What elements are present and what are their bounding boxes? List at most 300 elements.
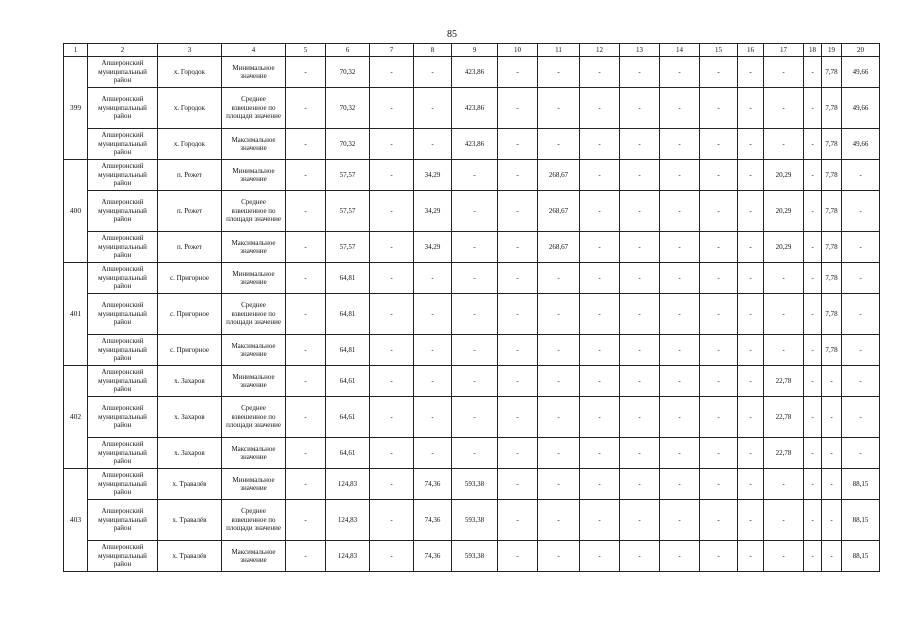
table-cell: - [804, 57, 822, 88]
table-cell: - [498, 541, 538, 572]
table-cell: - [700, 335, 738, 366]
table-cell: - [660, 232, 700, 263]
table-cell: - [286, 397, 326, 438]
table-cell: Среднее взвешенное по площади значение [222, 500, 286, 541]
table-cell: 22,78 [764, 397, 804, 438]
table-cell: Максимальное значение [222, 129, 286, 160]
table-cell: 70,32 [326, 88, 370, 129]
table-cell: - [700, 541, 738, 572]
table-cell: 22,78 [764, 366, 804, 397]
table-cell: - [414, 366, 452, 397]
table-cell: - [498, 500, 538, 541]
table-cell: 49,66 [842, 88, 880, 129]
table-row [64, 232, 880, 263]
column-header: 14 [660, 44, 700, 57]
table-cell: - [620, 469, 660, 500]
table-cell: - [370, 57, 414, 88]
table-cell: - [764, 469, 804, 500]
column-header: 3 [158, 44, 222, 57]
table-cell: Максимальное значение [222, 541, 286, 572]
table-cell: 57,57 [326, 160, 370, 191]
table-cell: - [620, 129, 660, 160]
column-header: 9 [452, 44, 498, 57]
table-cell: - [580, 541, 620, 572]
table-cell: - [414, 294, 452, 335]
header-row [64, 44, 880, 57]
table-cell: 124,83 [326, 469, 370, 500]
table-cell: - [538, 57, 580, 88]
table-cell: - [498, 438, 538, 469]
table-row [64, 335, 880, 366]
table-cell: 124,83 [326, 541, 370, 572]
table-cell: п. Режет [158, 232, 222, 263]
table-cell: - [452, 232, 498, 263]
table-cell: - [580, 335, 620, 366]
table-cell: - [764, 500, 804, 541]
table-cell: Минимальное значение [222, 366, 286, 397]
table-cell: - [580, 469, 620, 500]
table-cell: 423,86 [452, 88, 498, 129]
table-cell: - [414, 397, 452, 438]
table-cell: - [286, 57, 326, 88]
table-cell: - [804, 541, 822, 572]
table-cell: - [822, 366, 842, 397]
table-cell: - [498, 191, 538, 232]
table-cell: - [620, 57, 660, 88]
table-cell: - [498, 232, 538, 263]
column-header: 20 [842, 44, 880, 57]
table-cell: Апшеронский муниципальный район [88, 129, 158, 160]
table-cell: п. Режет [158, 191, 222, 232]
table-row [64, 469, 880, 500]
table-cell: п. Режет [158, 160, 222, 191]
table-cell: - [580, 57, 620, 88]
table-cell: 64,61 [326, 366, 370, 397]
table-body [64, 57, 880, 572]
column-header: 12 [580, 44, 620, 57]
table-cell: 593,38 [452, 500, 498, 541]
table-cell: 20,29 [764, 232, 804, 263]
table-cell: Апшеронский муниципальный район [88, 88, 158, 129]
table-cell: - [700, 191, 738, 232]
table-cell: - [660, 263, 700, 294]
table-cell: - [804, 500, 822, 541]
table-cell: 57,57 [326, 232, 370, 263]
table-cell: Среднее взвешенное по площади значение [222, 397, 286, 438]
table-cell: с. Пригорное [158, 294, 222, 335]
table-row [64, 541, 880, 572]
page-number: 85 [447, 29, 457, 40]
table-cell: - [660, 500, 700, 541]
table-cell: - [620, 88, 660, 129]
data-table [63, 43, 880, 572]
table-cell: 34,29 [414, 232, 452, 263]
table-cell: 64,61 [326, 438, 370, 469]
column-header: 13 [620, 44, 660, 57]
table-cell: - [370, 500, 414, 541]
table-cell: - [700, 500, 738, 541]
row-number-cell: 403 [64, 469, 88, 572]
table-cell: - [286, 160, 326, 191]
table-cell: - [700, 294, 738, 335]
table-cell: 88,15 [842, 469, 880, 500]
table-cell: 7,78 [822, 160, 842, 191]
column-header: 6 [326, 44, 370, 57]
table-cell: 74,36 [414, 469, 452, 500]
table-cell: - [498, 469, 538, 500]
table-cell: 7,78 [822, 88, 842, 129]
column-header: 7 [370, 44, 414, 57]
table-cell: - [822, 469, 842, 500]
table-cell: - [538, 469, 580, 500]
table-cell: х. Травалёв [158, 541, 222, 572]
table-cell: 7,78 [822, 263, 842, 294]
table-cell: - [620, 397, 660, 438]
table-cell: - [738, 57, 764, 88]
table-cell: - [498, 335, 538, 366]
table-cell: 64,81 [326, 263, 370, 294]
table-row [64, 88, 880, 129]
table-cell: - [700, 469, 738, 500]
column-header: 15 [700, 44, 738, 57]
table-cell: Апшеронский муниципальный район [88, 263, 158, 294]
table-cell: х. Травалёв [158, 469, 222, 500]
table-cell: - [452, 438, 498, 469]
table-cell: 57,57 [326, 191, 370, 232]
table-cell: - [738, 500, 764, 541]
table-cell: - [738, 232, 764, 263]
table-cell: - [580, 88, 620, 129]
table-cell: Апшеронский муниципальный район [88, 191, 158, 232]
table-cell: 593,38 [452, 541, 498, 572]
table-cell: 7,78 [822, 191, 842, 232]
table-cell: - [498, 160, 538, 191]
table-cell: Апшеронский муниципальный район [88, 57, 158, 88]
table-cell: - [660, 541, 700, 572]
table-cell: - [842, 366, 880, 397]
table-cell: - [764, 263, 804, 294]
table-cell: - [498, 129, 538, 160]
table-cell: - [842, 397, 880, 438]
table-cell: - [580, 160, 620, 191]
table-cell: - [620, 232, 660, 263]
table-cell: - [620, 160, 660, 191]
column-header: 18 [804, 44, 822, 57]
table-cell: Апшеронский муниципальный район [88, 469, 158, 500]
table-cell: - [580, 500, 620, 541]
table-cell: - [738, 366, 764, 397]
table-cell: х. Городок [158, 129, 222, 160]
table-cell: - [700, 263, 738, 294]
table-cell: - [842, 191, 880, 232]
table-cell: - [804, 191, 822, 232]
table-cell: - [580, 294, 620, 335]
column-header: 16 [738, 44, 764, 57]
table-cell: - [822, 397, 842, 438]
table-cell: Минимальное значение [222, 57, 286, 88]
table-cell: - [414, 129, 452, 160]
table-cell: - [804, 160, 822, 191]
table-cell: - [498, 88, 538, 129]
row-number-cell: 399 [64, 57, 88, 160]
table-cell: - [804, 294, 822, 335]
table-cell: - [804, 335, 822, 366]
table-cell: - [580, 129, 620, 160]
table-cell: - [660, 469, 700, 500]
table-row [64, 438, 880, 469]
table-cell: 20,29 [764, 191, 804, 232]
table-cell: - [620, 366, 660, 397]
table-cell: Апшеронский муниципальный район [88, 160, 158, 191]
table-cell: - [370, 88, 414, 129]
table-cell: 268,67 [538, 232, 580, 263]
table-cell: - [700, 438, 738, 469]
table-cell: - [414, 438, 452, 469]
table-cell: Минимальное значение [222, 160, 286, 191]
table-cell: - [538, 397, 580, 438]
table-cell: - [286, 438, 326, 469]
table-row [64, 263, 880, 294]
table-cell: Максимальное значение [222, 335, 286, 366]
table-cell: с. Пригорное [158, 335, 222, 366]
table-cell: - [286, 541, 326, 572]
table-cell: - [660, 129, 700, 160]
table-cell: - [286, 335, 326, 366]
table-cell: - [700, 232, 738, 263]
table-cell: 64,61 [326, 397, 370, 438]
table-cell: - [286, 232, 326, 263]
table-cell: - [738, 335, 764, 366]
table-cell: 74,36 [414, 541, 452, 572]
row-number-cell: 401 [64, 263, 88, 366]
table-cell: - [580, 397, 620, 438]
table-cell: 49,66 [842, 57, 880, 88]
table-cell: - [738, 541, 764, 572]
table-cell: - [822, 541, 842, 572]
table-cell: - [822, 500, 842, 541]
table-cell: - [452, 160, 498, 191]
table-cell: - [700, 397, 738, 438]
table-cell: - [370, 129, 414, 160]
table-cell: - [804, 397, 822, 438]
table-cell: - [620, 191, 660, 232]
table-cell: - [370, 335, 414, 366]
table-cell: 34,29 [414, 191, 452, 232]
table-cell: - [414, 263, 452, 294]
table-cell: 74,36 [414, 500, 452, 541]
table-cell: - [538, 366, 580, 397]
table-cell: - [738, 263, 764, 294]
table-cell: - [738, 88, 764, 129]
table-cell: - [414, 335, 452, 366]
table-cell: - [620, 335, 660, 366]
column-header: 17 [764, 44, 804, 57]
table-cell: - [804, 469, 822, 500]
table-cell: - [286, 263, 326, 294]
table-cell: - [700, 57, 738, 88]
table-cell: - [620, 263, 660, 294]
table-cell: - [738, 469, 764, 500]
table-cell: - [538, 129, 580, 160]
table-cell: - [660, 88, 700, 129]
table-cell: - [370, 160, 414, 191]
table-cell: Апшеронский муниципальный район [88, 541, 158, 572]
column-header: 11 [538, 44, 580, 57]
table-cell: - [452, 191, 498, 232]
table-cell: 124,83 [326, 500, 370, 541]
table-cell: х. Захаров [158, 366, 222, 397]
table-cell: - [804, 88, 822, 129]
table-cell: - [286, 500, 326, 541]
table-cell: - [452, 366, 498, 397]
table-cell: Среднее взвешенное по площади значение [222, 294, 286, 335]
table-cell: - [538, 500, 580, 541]
table-cell: Апшеронский муниципальный район [88, 294, 158, 335]
table-cell: х. Захаров [158, 438, 222, 469]
table-cell: - [700, 129, 738, 160]
table-cell: - [286, 191, 326, 232]
table-cell: - [822, 438, 842, 469]
table-cell: - [660, 366, 700, 397]
table-cell: - [660, 294, 700, 335]
table-cell: - [700, 88, 738, 129]
table-cell: - [804, 263, 822, 294]
table-cell: - [414, 88, 452, 129]
table-cell: 593,38 [452, 469, 498, 500]
table-cell: - [700, 366, 738, 397]
table-cell: - [286, 88, 326, 129]
table-cell: Апшеронский муниципальный район [88, 397, 158, 438]
table-cell: Апшеронский муниципальный район [88, 335, 158, 366]
table-cell: - [842, 335, 880, 366]
table-cell: - [538, 335, 580, 366]
table-cell: 34,29 [414, 160, 452, 191]
table-cell: - [370, 366, 414, 397]
table-row [64, 294, 880, 335]
table-cell: 7,78 [822, 294, 842, 335]
table-cell: Апшеронский муниципальный район [88, 232, 158, 263]
table-row [64, 129, 880, 160]
table-cell: - [842, 232, 880, 263]
table-cell: - [580, 263, 620, 294]
table-row [64, 160, 880, 191]
table-cell: 7,78 [822, 232, 842, 263]
table-cell: 64,81 [326, 294, 370, 335]
table-cell: Апшеронский муниципальный район [88, 500, 158, 541]
table-cell: - [286, 469, 326, 500]
column-header: 4 [222, 44, 286, 57]
table-cell: - [452, 294, 498, 335]
table-cell: Среднее взвешенное по площади значение [222, 88, 286, 129]
table-cell: - [764, 88, 804, 129]
table-cell: - [538, 263, 580, 294]
table-cell: - [498, 57, 538, 88]
table-cell: 423,86 [452, 57, 498, 88]
table-cell: - [620, 541, 660, 572]
table-cell: с. Пригорное [158, 263, 222, 294]
table-cell: - [414, 57, 452, 88]
table-cell: 7,78 [822, 57, 842, 88]
table-cell: - [370, 469, 414, 500]
table-cell: - [764, 129, 804, 160]
table-cell: - [738, 160, 764, 191]
table-cell: - [452, 397, 498, 438]
table-cell: 7,78 [822, 129, 842, 160]
table-row [64, 191, 880, 232]
column-header: 2 [88, 44, 158, 57]
column-header: 5 [286, 44, 326, 57]
table-cell: - [738, 438, 764, 469]
table-cell: - [660, 160, 700, 191]
table-cell: - [498, 397, 538, 438]
table-cell: - [370, 191, 414, 232]
table-cell: - [498, 366, 538, 397]
table-cell: 268,67 [538, 160, 580, 191]
table-cell: - [660, 191, 700, 232]
table-cell: - [538, 541, 580, 572]
table-cell: - [538, 88, 580, 129]
table-cell: - [764, 335, 804, 366]
table-cell: - [538, 438, 580, 469]
table-cell: Максимальное значение [222, 232, 286, 263]
table-cell: - [842, 294, 880, 335]
table-cell: - [738, 397, 764, 438]
table-cell: Минимальное значение [222, 263, 286, 294]
table-cell: - [842, 160, 880, 191]
table-cell: Апшеронский муниципальный район [88, 438, 158, 469]
column-header: 1 [64, 44, 88, 57]
table-cell: - [286, 294, 326, 335]
table-cell: х. Травалёв [158, 500, 222, 541]
table-cell: х. Захаров [158, 397, 222, 438]
table-cell: - [764, 541, 804, 572]
table-cell: - [804, 366, 822, 397]
table-cell: - [370, 232, 414, 263]
table-row [64, 500, 880, 541]
table-cell: - [580, 366, 620, 397]
table-cell: х. Городок [158, 88, 222, 129]
table-cell: 88,15 [842, 500, 880, 541]
table-cell: - [580, 232, 620, 263]
table-cell: Апшеронский муниципальный район [88, 366, 158, 397]
table-row [64, 366, 880, 397]
table-cell: - [700, 160, 738, 191]
row-number-cell: 402 [64, 366, 88, 469]
table-cell: - [620, 438, 660, 469]
table-cell: - [804, 129, 822, 160]
table-cell: - [738, 294, 764, 335]
table-cell: - [538, 294, 580, 335]
table-cell: Максимальное значение [222, 438, 286, 469]
table-cell: 64,81 [326, 335, 370, 366]
table-cell: - [620, 500, 660, 541]
table-cell: 268,67 [538, 191, 580, 232]
table-cell: - [286, 129, 326, 160]
table-cell: - [370, 294, 414, 335]
table-cell: - [660, 57, 700, 88]
table-cell: - [452, 335, 498, 366]
table-row [64, 397, 880, 438]
table-cell: - [842, 438, 880, 469]
table-cell: - [580, 438, 620, 469]
table-cell: - [498, 263, 538, 294]
table-cell: - [738, 191, 764, 232]
table-cell: - [804, 438, 822, 469]
table-cell: - [842, 263, 880, 294]
table-cell: - [452, 263, 498, 294]
column-header: 19 [822, 44, 842, 57]
table-cell: 49,66 [842, 129, 880, 160]
